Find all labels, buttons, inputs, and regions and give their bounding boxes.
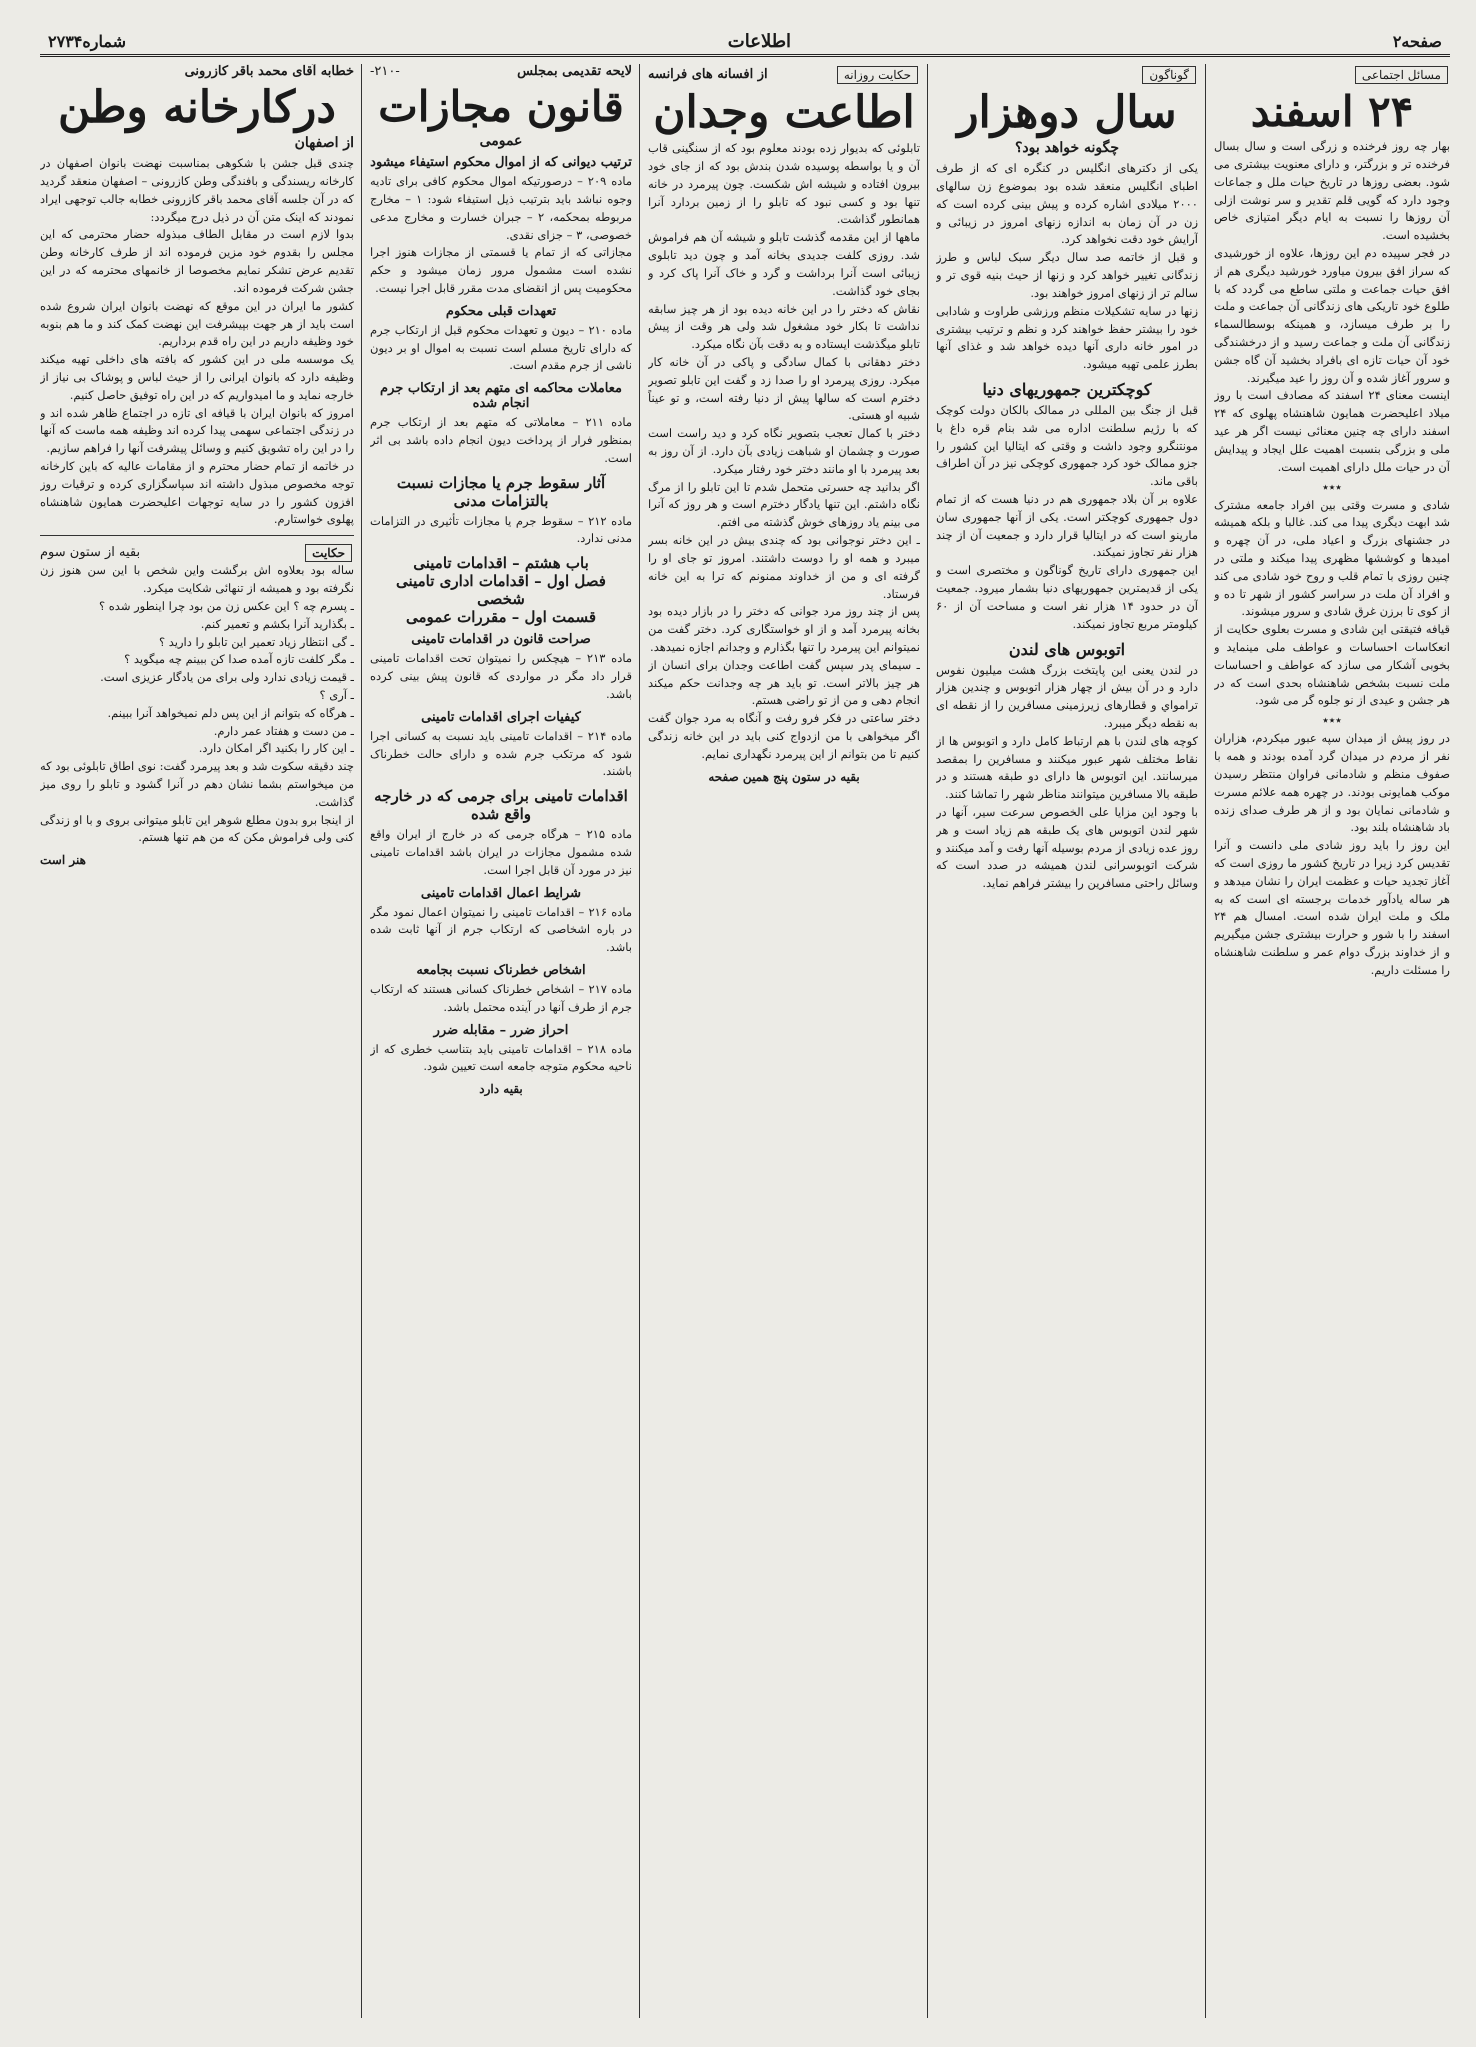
dialogue-line: ـ بگذارید آنرا بکشم و تعمیر کنم. [200, 616, 354, 631]
kicker: لایحه تقدیمی بمجلس [517, 64, 632, 79]
paragraph: و قبل از خاتمه صد سال دیگر سبک لباس و طرز زندگانی تغییر خواهد کرد و زنها از حیث بنیه قوی تر و سالم تر از زنهای امروز خواهند بود. [936, 250, 1198, 300]
dialogue-line: ـ گی انتظار زیاد تعمیر این تابلو را دارید ؟ [158, 634, 354, 649]
divider [40, 535, 354, 536]
paragraph: ماده ۲۱۳ – هیچکس را نمیتوان تحت اقدامات تامینی قرار داد مگر در مواردی که قانون پیش بینی کرده باشد. [370, 651, 632, 701]
separator-stars: ٭٭٭ [1322, 479, 1342, 494]
law-heading: صراحت قانون در اقدامات تامینی [411, 632, 591, 648]
paragraph: تابلوئی که بدیوار زده بودند معلوم بود که از سنگینی قاب آن و یا بواسطه پوسیده شدن بندش بود که از جای خود بیرون افتاده و شیشه اش شکست. چون پیرمرد در خانه تنها بود و کسی نبود که تابلو را از زمین بردارد آنرا همانطور گذاشت. [648, 141, 920, 227]
paragraph: این جمهوری دارای تاریخ گوناگون و مختصری است و یکی از قدیمترین جمهوریهای دنیا بشمار میرود. جمعیت آن در حدود ۱۴ هزار نفر است و مساحت آن از ۶۰ کیلومتر مربع تجاوز نمیکند. [936, 563, 1198, 631]
law-heading: معاملات محاکمه ای متهم بعد از ارتکاب جرم انجام شده [380, 381, 622, 412]
column-speech [40, 64, 354, 2018]
paragraph: با وجود این مزایا علی الخصوص سرعت سیر، آنها در شهر لندن اتوبوس های یک طبقه هم زیاد است و هر روز عده زیادی از مردم بوسیله آنها رفت و آمد میکنند و شرکت اتوبوسرانی لندن همیشه در صدد است که وسائل راحتی مسافرین را بیشتر فراهم نماید. [936, 805, 1198, 891]
dialogue-line: ـ قیمت زیادی ندارد ولی برای من یادگار عزیزی است. [100, 670, 354, 685]
paragraph: امروز که بانوان ایران با قیافه ای تازه در اجتماع ظاهر شده اند و در زندگی اجتماعی سهمی پیدا کرده اند وظیفه همه ماست که آنها را در این راه تشویق کنیم و وسائل پیشرفت آنها را فراهم سازیم. [40, 405, 354, 456]
column-rule [361, 64, 362, 2018]
section-tag: حکایت [305, 544, 352, 562]
paragraph: ماده ۲۱۶ – اقدامات تامینی را نمیتوان اعمال نمود مگر در باره اشخاصی که ارتکاب جرم از آنها ثابت شده باشد. [370, 904, 632, 955]
paragraph: ماده ۲۰۹ – درصورتیکه اموال محکوم کافی برای تادیه وجوه نباشد باید بترتیب ذیل استیفاء شود: ۱ – مخارج مربوطه بمحکمه، ۲ – جبران خسارت و مخارج مدعی خصوصی، ۳ – جزای نقدی. [370, 174, 632, 242]
page-label: صفحه۲ [1392, 31, 1442, 51]
continued-note: بقیه دارد [479, 1082, 523, 1097]
paragraph: علاوه بر آن بلاد جمهوری هم در دنیا هست که از تمام دول جمهوری کوچکتر است. یکی از آنها جمهوری سان مارینو است که در ایتالیا قرار دارد و جمعیت آن از چند هزار نفر تجاوز نمیکند. [936, 492, 1198, 560]
dialogue-line: ـ پسرم چه ؟ این عکس زن من بود چرا اینطور شده ؟ [99, 598, 354, 613]
dialogue-line: ـ من دست و هفتاد عمر دارم. [213, 723, 354, 738]
law-heading: اشخاص خطرناک نسبت بجامعه [416, 963, 586, 979]
section-title: کوچکترین جمهوریهای دنیا [982, 379, 1152, 399]
paragraph: چندی قبل جشن با شکوهی بمناسبت نهضت بانوان اصفهان در کارخانه ریسندگی و بافندگی وطن کازرونی – اصفهان منعقد گردید که در آن جلسه آقای محمد باقر کازرونی خطابه جالب توجهی ایراد نمودند که اینک متن آن در ذیل درج میگردد: [40, 156, 354, 224]
dialogue-line: ـ این کار را بکنید اگر امکان دارد. [198, 741, 354, 756]
law-heading: شرایط اعمال اقدامات تامینی [420, 885, 582, 901]
paragraph: در لندن یعنی این پایتخت بزرگ هشت میلیون نفوس دارد و در آن بیش از چهار هزار اتوبوس و چندین هزار ترامواي و قطارهای زیرزمینی مسافرین را از نقطه ای به نقطه دیگر میبرد. [936, 662, 1198, 730]
paragraph: اگر بدانید چه حسرتی متحمل شدم تا این تابلو را از مرگ نگاه داشتم. این تنها یادگار دخترم است و هر روز که آنرا می بینم یاد روزهای خوش گذشته می افتم. [648, 479, 920, 530]
paragraph: ماده ۲۱۷ – اشخاص خطرناک کسانی هستند که ارتکاب جرم از طرف آنها در آینده محتمل باشد. [370, 982, 632, 1014]
paragraph: ماده ۲۱۴ – اقدامات تامینی باید نسبت به کسانی اجرا شود که مرتکب جرم شده و دارای حالت خطرناک باشند. [370, 728, 632, 779]
law-heading: قسمت اول – مقررات عمومی [406, 608, 596, 627]
paragraph: در خاتمه از تمام حضار محترم و از مقامات عالیه که باین کارخانه توجه مخصوص مبذول داشته اند سپاسگزاری کرده و ترقیات روز افزون کشور را در سایه توجهات اعلیحضرت همایون شاهنشاه پهلوی خواستارم. [40, 459, 354, 527]
paragraph: پس از چند روز مرد جوانی که دختر را در بازار دیده بود بخانه پیرمرد آمد و از او خواستگاری کرد. دختر گفت من نمیتوانم این پیرمرد را تنها بگذارم و وجدانم اجازه نمیدهد. [648, 604, 920, 654]
separator-stars: ٭٭٭ [1322, 713, 1342, 728]
paragraph: ـ این دختر نوجوانی بود که چندی بیش در این خانه بسر میبرد و همه او را دوست داشتند. امروز تو جای او را گرفته ای و من از خداوند ممنونم که ترا به این خانه فرستاد. [648, 533, 920, 601]
column-rule [927, 64, 928, 2018]
newspaper-page [40, 28, 1450, 2028]
paragraph: دختر ساعتی در فکر فرو رفت و آنگاه به مرد جوان گفت اگر میخواهی با من ازدواج کنی باید در این خانه زندگی کنیم تا من بتوانم از این پیرمرد نگهداری نمایم. [648, 711, 920, 761]
paragraph: بدوا لازم است در مقابل الطاف مبذوله حضار محترمی که این مجلس را بقدوم خود مزین فرموده اند از طرف کارخانه وطن تقدیم عرض تشکر نمایم مخصوصا از خانمهای محترمه که در این جشن شرکت فرموده اند. [40, 227, 354, 295]
installment-number: -۲۱۰- [370, 64, 400, 79]
paragraph: چند دقیقه سکوت شد و بعد پیرمرد گفت: نوی اطاق تابلوئی بود که من میخواستم بشما نشان دهم در آنرا گشود و تابلو را روی میز گذاشت. [40, 759, 354, 809]
paragraph: ماده ۲۱۰ – دیون و تعهدات محکوم قبل از ارتکاب جرم که دارای تاریخ مسلم است نسبت به اموال او بر دیون ناشی از جرم مقدم است. [370, 322, 632, 373]
law-heading: ترتیب دیوانی که از اموال محکوم استیفاء میشود [370, 155, 632, 171]
issue-number: شماره۲۷۳۴ [48, 31, 127, 51]
dialogue-line: ـ مگر کلفت تازه آمده صدا کن ببینم چه میگوید ؟ [124, 652, 354, 667]
subheadline: از اصفهان [294, 135, 354, 152]
paragraph: در فجر سپیده دم این روزها، علاوه از خورشیدی که سراز افق بیرون میاورد خورشید دیگری هم از افق حیات جماعت و ملتی ساطع می گردد که با طلوع خود تاریکی های زندگانی آن جماعت و ملت را بر طرف میسازد، و همینکه بوسطالسماء زندگانی آن ملت و جماعت رسید و از درخشندگی خود آن حیات تازه ای بافراد بخشید آن گاه جشن و سرور آغاز شده و آن روز را عید میگیرند. [1214, 245, 1450, 385]
headline-obedience: اطاعت وجدان [653, 87, 915, 138]
column-social [1214, 64, 1450, 2018]
paragraph: نقاش که دختر را در این خانه دیده بود از هر چیز سابقه نداشت تا بکار خود مشغول شد ولی هر وقت از پیش تابلو میگذشت ایستاده و به دقت بآن نگاه میکرد. [648, 301, 920, 352]
law-heading: آثار سقوط جرم یا مجازات نسبت بالتزامات مدنی [396, 473, 606, 510]
law-heading: احراز ضرر – مقابله ضرر [433, 1022, 569, 1038]
paragraph: یکی از دکترهای انگلیس در کنگره ای که از طرف اطبای انگلیس منعقد شده بود بموضوع زن سالهای ۲۰۰۰ میلادی اشاره کرده و پیش بینی کرده است که زن در آن زمان به اندازه زنهای امروز در زیبائی و آرایش خود دقت نخواهد کرد. [936, 161, 1198, 247]
paragraph: قبل از جنگ بین المللی در ممالک بالکان دولت کوچک که با رژیم سلطنت اداره می شد بنام قره داغ با مونتنگرو وجود داشت و وقتی که ایتالیا این کشور را جزو ممالک خود کرد جمهوری کوچکی نیز در آن اطراف باقی ماند. [936, 402, 1198, 489]
headline-homeland-factory: درکارخانه وطن [58, 82, 336, 133]
paragraph: ـ سیمای پدر سپس گفت اطاعت وجدان برای انسان از هر چیز بالاتر است. تو باید هر چه وجدانت حکم میکند انجام دهی و من از تو راضی هستم. [648, 657, 920, 708]
headline-penal-law: قانون مجازات [378, 82, 624, 131]
continued-from: بقیه از ستون سوم [40, 544, 141, 560]
page-header [40, 28, 1450, 57]
column-rule [1205, 64, 1206, 2018]
paragraph: یک موسسه ملی در این کشور که بافته های داخلی تهیه میکند وظیفه دارد که بانوان ایرانی را از حیث لباس و پوشاک بی نیاز از خارجه نماید و ما امیدواریم که در این راه توفیق حاصل کنیم. [40, 352, 354, 402]
paragraph: قیافه فتیقتی این شادی و مسرت بعلوی حکایت از انعکاسات احساسات و عواطف ملی مینماید و بخوبی آشکار می سازد که عواطف و احساسات ملت نسبت بشخص شاهنشاه بحدی است که در هر جشن و عیدی از نو جلوه گر می شود. [1214, 622, 1450, 708]
subheadline: چگونه خواهد بود؟ [1014, 140, 1120, 157]
dialogue-line: ـ هرگاه که بتوانم از این پس دلم نمیخواهد آنرا ببینم. [107, 705, 354, 720]
column-law [370, 64, 632, 2018]
paragraph: ماده ۲۱۵ – هرگاه جرمی که در خارج از ایران واقع شده مشمول مجازات در ایران باشد اقدامات تامینی نیز در مورد آن قابل اجرا است. [370, 827, 632, 877]
law-heading: تعهدات قبلی محکوم [445, 303, 557, 319]
law-heading: باب هشتم – اقدامات تامینی [413, 554, 589, 573]
section-tag: حکایت روزانه [837, 66, 918, 84]
section-tag: گوناگون [1142, 66, 1196, 84]
dialogue-line: ـ آری ؟ [319, 687, 354, 702]
paragraph: ماده ۲۱۸ – اقدامات تامینی باید بتناسب خطری که از ناحیه محکوم متوجه جامعه است تعیین شود. [370, 1041, 632, 1074]
paragraph: کوچه های لندن با هم ارتباط کامل دارد و اتوبوس ها از نقاط مختلف شهر عبور میکنند و مسافرین را بمقصد میرسانند. این اتوبوس ها دارای دو طبقه هستند و در طبقه بالا مسافرین میتوانند مناظر شهر را تماشا کنند. [936, 733, 1198, 802]
law-heading: فصل اول – اقدامات اداری تامینی شخصی [396, 572, 606, 609]
paragraph: از اینجا برو بدون مطلع شوهر این تابلو میتوانی بروی و با او زندگی کنی ولی فراموش مکن که من هم تنها هستم. [40, 812, 354, 845]
law-heading: اقدامات تامینی برای جرمی که در خارجه واقع شده [374, 787, 628, 824]
paragraph: کشور ما ایران در این موقع که نهضت بانوان ایران شروع شده است باید از هر جهت بپیشرفت این نهضت کمک کند و ما هم بنوبه خود وظیفه داریم در این راه قدم برداریم. [40, 298, 354, 349]
headline-year-2000: سال دوهزار [957, 87, 1177, 138]
paragraph: ماده ۲۱۲ – سقوط جرم یا مجازات تأثیری در التزامات مدنی ندارد. [370, 513, 632, 546]
paragraph: دختر با کمال تعجب بتصویر نگاه کرد و دید راست است صورت و چشمان او شباهت زیادی بآن دارد. از آن روز به بعد پیرمرد با او مانند دختر خود رفتار میکرد. [648, 426, 920, 476]
subheadline: عمومی [479, 133, 523, 150]
headline-24-esfand: ۲۴ اسفند [1250, 87, 1414, 136]
paragraph: بهار چه روز فرخنده و زرگی است و سال بسال فرخنده تر و بزرگتر، و دارای معنویت بیشتری می شود. بعضی روزها در تاریخ حیات ملل و جماعات وجود دارد که گویی قلم تقدیر و سر نوشت ازلی آن روزها را نسبت به ایام دیگر امتیازی خاص بخشیده است. [1214, 139, 1450, 243]
kicker: خطابه آقای محمد باقر کازرونی [184, 64, 354, 79]
paragraph: ماده ۲۱۱ – معاملاتی که متهم بعد از ارتکاب جرم بمنظور فرار از پرداخت دیون انجام داده باشد بی اثر است. [370, 415, 632, 465]
paragraph: مجازاتی که از تمام یا قسمتی از مجازات هنوز اجرا نشده است مشمول مرور زمان میشود و حکم محکومیت پس از انقضای مدت مقرر قابل اجرا نیست. [370, 245, 632, 295]
paragraph: ساله بود بعلاوه اش برگشت واین شخص با این سن هنوز زن نگرفته بود و همیشه از تنهائی شکایت میکرد. [40, 563, 354, 596]
paragraph: شادی و مسرت وقتی بین افراد جامعه مشترک شد ابهت دیگری پیدا می کند. غالبا و بلکه همیشه در جشنهای بزرگ و اعیاد ملی، در آن چهره و امیدها و کوششها مظهری پیدا میکند و ملتی در چنین روزی با تمام قلب و روح خود شادی می کند و افراد آن ملت در سراسر کشور از شهر تا ده و از کوی تا برزن غرق شادی و سرور میشوند. [1214, 497, 1450, 619]
column-varied [936, 64, 1198, 2018]
paragraph: اینست معنای ۲۴ اسفند که مصادف است با روز میلاد اعلیحضرت همایون شاهنشاه پهلوی که ۲۴ اسفند دارای چه چنین معنائی نیست اگر هر عید ملی و بزرگی بنسبت اهمیت علل ایجاد و پیدایش آن در حیات ملل دارای اهمیت است. [1214, 388, 1450, 474]
paragraph: دختر دهقانی با کمال سادگی و پاکی در آن خانه کار میکرد. روزی پیرمرد او را صدا زد و گفت این تابلو تصویر دخترم است که سالها پیش از دنیا رفته است، و تو عیناً شبیه او هستی. [648, 354, 920, 423]
column-story [648, 64, 920, 2018]
paper-name: اطلاعات [727, 30, 792, 52]
law-heading: کیفیات اجرای اقدامات تامینی [421, 709, 581, 725]
paragraph: در روز پیش از میدان سپه عبور میکردم، هزاران نفر از مردم در میدان گرد آمده بودند و همه با صفوف منظم و شادمانی فراوان منتظر رسیدن موکب همایونی بودند. در چهره همه علائم مسرت و شادمانی نمایان بود و از هر طرف صدای زنده باد شاهنشاه بلند بود. [1214, 731, 1450, 835]
kicker: از افسانه های فرانسه [648, 66, 768, 82]
continued-note: بقیه در ستون پنج همین صفحه [708, 769, 860, 784]
paragraph: این روز را باید روز شادی ملی دانست و آنرا تقدیس کرد زیرا در تاریخ کشور ما روزی است که آغاز تجدید حیات و عظمت ایران را نشان میدهد و هر ساله یادآور خدمات برجسته ای است که به ملک و ملت ایران شده است. امسال هم ۲۴ اسفند را با شور و حرارت بیشتری جشن میگیریم و از خداوند بزرگ دوام عمر و سلطنت شاهنشاه را مسئلت داریم. [1214, 838, 1450, 977]
section-tag: مسائل اجتماعی [1355, 66, 1448, 84]
section-title: اتوبوس های لندن [1008, 639, 1126, 659]
column-rule [639, 64, 640, 2018]
story-end: هنر است [40, 853, 86, 868]
paragraph: زنها در سایه تشکیلات منظم ورزشی طراوت و شادابی خود را بیشتر حفظ خواهند کرد و نظم و ترتیب بیشتری در امور خانه داری آنها دیده خواهد شد و غذای آنها بطرز علمی تهیه میشود. [936, 303, 1198, 372]
paragraph: ماهها از این مقدمه گذشت تابلو و شیشه آن هم فراموش شد. روزی کلفت جدیدی بخانه آمد و چون دید تابلوی زیبائی است آنرا برداشت و گرد و خاک آنرا پاک کرد و بجای خود گذاشت. [648, 230, 920, 298]
